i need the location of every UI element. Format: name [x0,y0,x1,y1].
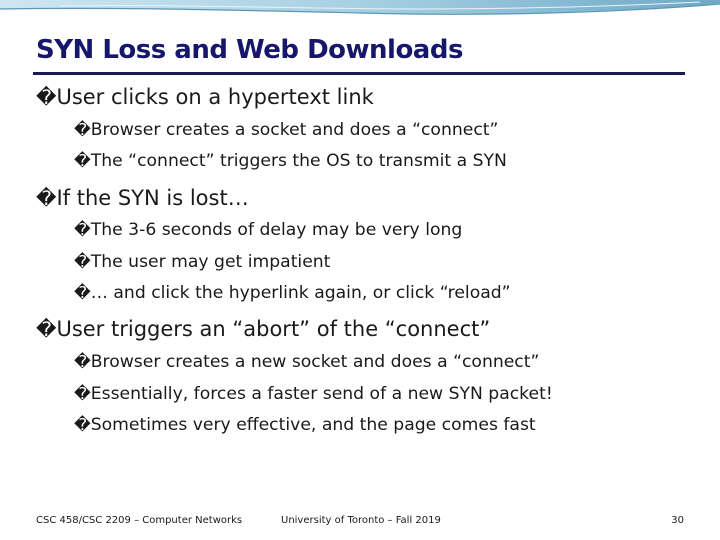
sub-bullet-text: Browser creates a socket and does a “connect” [90,120,499,140]
sub-bullet-item [74,148,507,174]
bullet-item [36,82,374,112]
sub-bullet-text: Essentially, forces a faster send of a new SYN packet! [90,384,553,404]
sub-bullet-item [74,117,498,143]
bullet-glyph: � [74,220,91,239]
sub-bullet-item [74,381,553,407]
bullet-glyph: � [74,384,91,403]
sub-bullet-text: Browser creates a new socket and does a “connect” [90,352,540,372]
bullet-glyph: � [74,415,91,434]
bullet-text: User triggers an “abort” of the “connect” [56,317,491,341]
bullet-glyph: � [74,151,91,170]
sub-bullet-text: The “connect” triggers the OS to transmit a SYN [90,151,507,171]
bullet-glyph: � [74,352,91,371]
sub-bullet-text: The user may get impatient [90,252,331,272]
title-underline [33,72,685,75]
sub-bullet-text: The 3-6 seconds of delay may be very long [90,220,463,240]
footer-university: University of Toronto – Fall 2019 [281,515,441,526]
bullet-glyph: � [74,283,91,302]
footer-page-number: 30 [671,515,684,526]
bullet-item [36,183,249,213]
sub-bullet-item [74,412,536,438]
bullet-glyph: � [36,186,57,210]
sub-bullet-text: … and click the hyperlink again, or click “reload” [90,283,511,303]
sub-bullet-text: Sometimes very effective, and the page comes fast [90,415,536,435]
bullet-glyph: � [36,317,57,341]
slide-title: SYN Loss and Web Downloads [36,35,463,65]
bullet-glyph: � [36,85,57,109]
bullet-text: If the SYN is lost… [56,186,249,210]
sub-bullet-item [74,217,462,243]
decorative-wave-band [0,0,720,26]
bullet-text: User clicks on a hypertext link [56,85,374,109]
bullet-glyph: � [74,120,91,139]
bullet-glyph: � [74,252,91,271]
sub-bullet-item [74,349,539,375]
bullet-item [36,314,490,344]
footer-course: CSC 458/CSC 2209 – Computer Networks [36,515,243,526]
sub-bullet-item [74,280,511,306]
sub-bullet-item [74,249,330,275]
